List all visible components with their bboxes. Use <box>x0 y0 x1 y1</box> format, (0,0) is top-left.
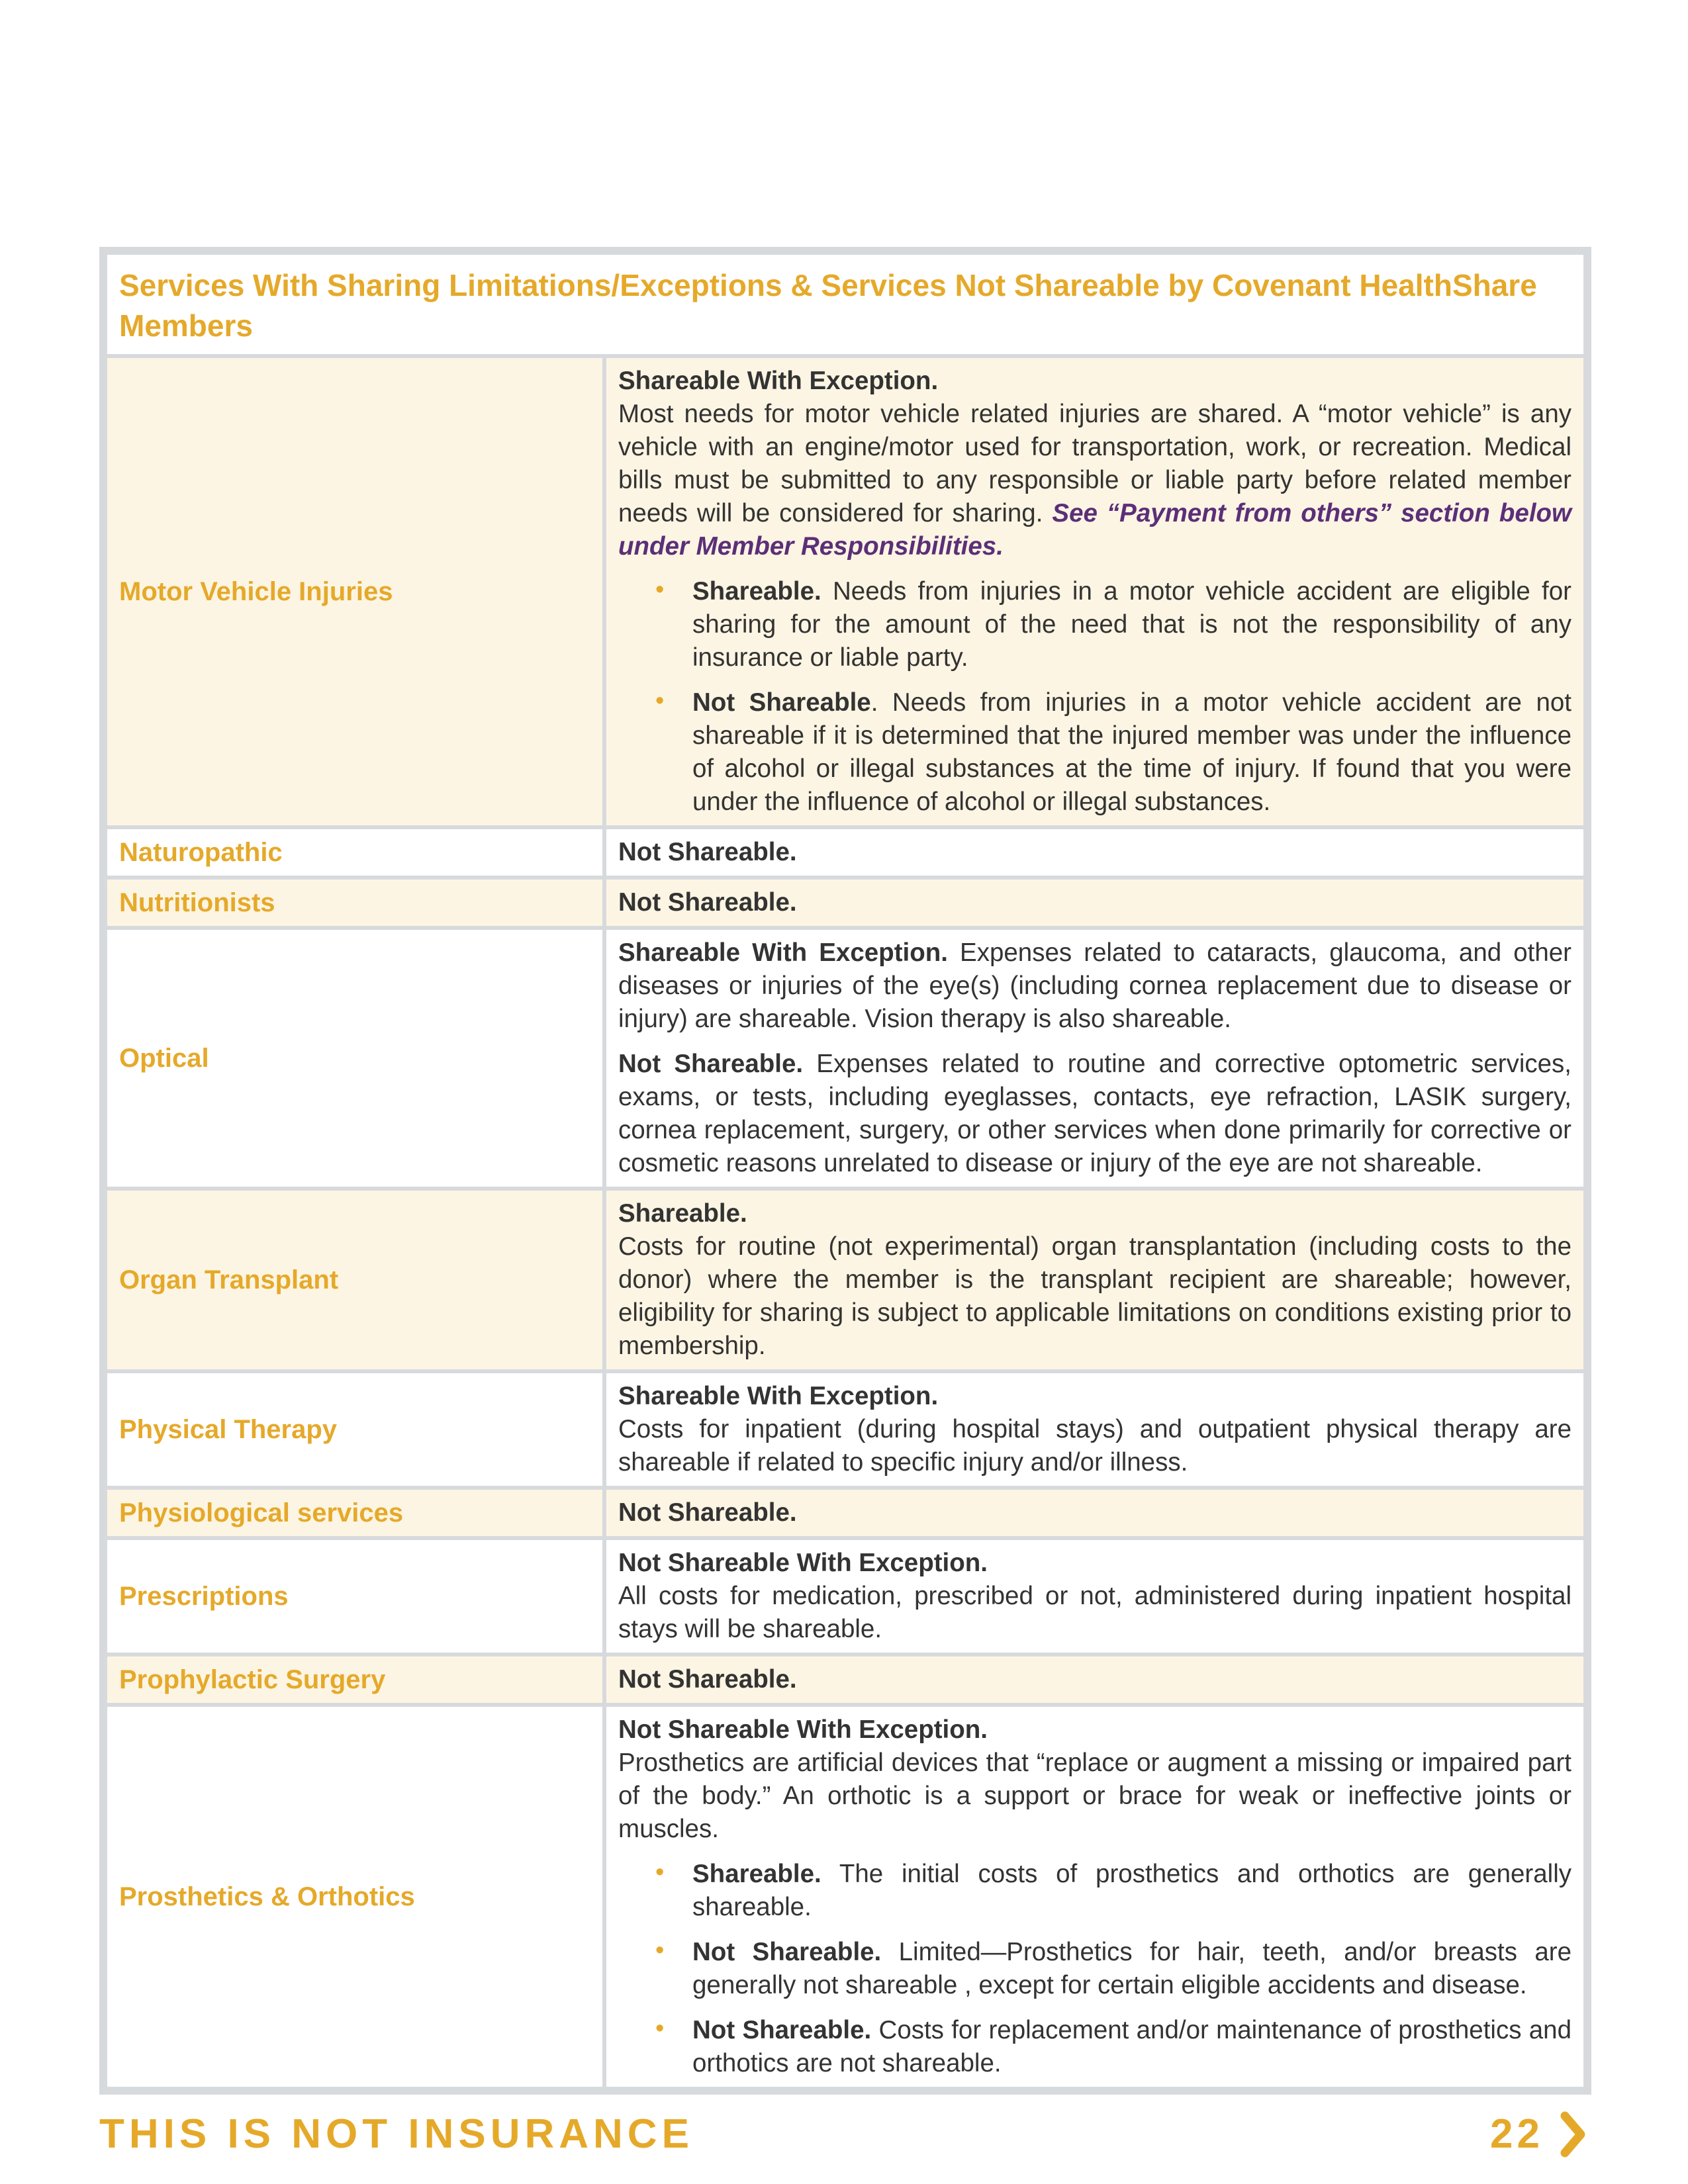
page-nav[interactable] <box>1490 2108 1591 2161</box>
service-label: Prescriptions <box>105 1538 604 1655</box>
status-heading: Not Shareable. <box>618 1498 797 1527</box>
list-item: • Not Shareable. Limited—Prosthetics for hair, teeth, and/or breasts are generally not shareable , except for certain eligible accidents and disease. <box>655 1936 1572 1999</box>
list-item: • Shareable. Needs from injuries in a motor vehicle accident are eligible for sharing for the amount of the need that is not the responsibility of any insurance or liable party. <box>655 576 1571 672</box>
description-text: Costs for routine (not experimental) organ transplantation (including costs to the donor) where the member is the transplant recipient are shareable; however, eligibility for sharing is subject to applicable limitations on conditions existing prior to membership. <box>618 1232 1571 1360</box>
service-label: Optical <box>105 928 604 1189</box>
service-description <box>604 1655 1585 1705</box>
service-description <box>604 878 1585 928</box>
bullet-icon: • <box>655 687 665 715</box>
bullet-icon: • <box>655 2015 665 2042</box>
status-heading: Not Shareable With Exception. <box>618 1549 988 1577</box>
table-row <box>105 1189 1585 1371</box>
status-heading: Shareable With Exception. <box>618 938 948 967</box>
status-heading: Not Shareable With Exception. <box>618 1715 988 1744</box>
table-row <box>105 356 1585 827</box>
service-label: Physical Therapy <box>105 1371 604 1488</box>
description-text: Costs for inpatient (during hospital stays) and outpatient physical therapy are shareable if related to specific injury and/or illness. <box>618 1415 1571 1477</box>
bullet-list <box>618 575 1571 819</box>
description-text: Most needs for motor vehicle related injuries are shared. A “motor vehicle” is any vehicle with an engine/motor used for transportation, work, or recreation. Medical bills must be submitted to any responsible or liable party before related member needs will be considered for sharing. <box>618 400 1571 527</box>
description-text: Prosthetics are artificial devices that “replace or augment a missing or impaired part of the body.” An orthotic is a support or brace for weak or ineffective joints or muscles. <box>618 1749 1571 1843</box>
bullet-icon: • <box>655 1936 665 1964</box>
service-description <box>604 1488 1585 1538</box>
list-item: • Not Shareable. Needs from injuries in a motor vehicle accident are not shareable if it is determined that the injured member was under the influence of alcohol or illegal substances at the time of injury. If found that you were under the influence of alcohol or illegal substances. <box>655 687 1571 816</box>
service-label: Organ Transplant <box>105 1189 604 1371</box>
bullet-list <box>618 1858 1571 2080</box>
footer-disclaimer: THIS IS NOT INSURANCE <box>99 2111 694 2157</box>
table-row <box>105 1538 1585 1655</box>
status-heading: Shareable. <box>618 1199 747 1228</box>
status-heading: Not Shareable. <box>618 888 797 917</box>
service-label: Motor Vehicle Injuries <box>105 356 604 827</box>
status-heading: Shareable With Exception. <box>618 367 939 395</box>
service-label: Naturopathic <box>105 827 604 878</box>
reference-link[interactable]: See “Payment from others” section below under Member Responsibilities. <box>618 499 1571 561</box>
description-text: Expenses related to cataracts, glaucoma, and other diseases or injuries of the eye(s) (including cornea replacement due to disease or injury) are shareable. Vision therapy is also shareable. <box>618 938 1571 1033</box>
service-label: Physiological services <box>105 1488 604 1538</box>
table-row <box>105 1488 1585 1538</box>
table-row <box>105 878 1585 928</box>
table-row <box>105 928 1585 1189</box>
service-description <box>604 356 1585 827</box>
list-item: • Not Shareable. Costs for replacement and/or maintenance of prosthetics and orthotics are not shareable. <box>655 2015 1572 2077</box>
description-text: All costs for medication, prescribed or not, administered during inpatient hospital stays will be shareable. <box>618 1582 1571 1643</box>
table-row <box>105 1705 1585 2089</box>
table-row <box>105 1655 1585 1705</box>
chevron-right-icon[interactable] <box>1558 2108 1591 2161</box>
service-description <box>604 1189 1585 1371</box>
service-description <box>604 928 1585 1189</box>
list-item: • Shareable. The initial costs of prosthetics and orthotics are generally shareable. <box>655 1858 1571 1921</box>
service-description <box>604 1705 1585 2089</box>
bullet-icon: • <box>655 576 665 604</box>
table-row <box>105 1371 1585 1488</box>
service-description <box>604 1538 1585 1655</box>
table-title: Services With Sharing Limitations/Exceptions & Services Not Shareable by Covenant HealthShare Members <box>105 253 1585 356</box>
table-row <box>105 827 1585 878</box>
bullet-icon: • <box>655 1858 665 1886</box>
service-label: Nutritionists <box>105 878 604 928</box>
status-heading: Not Shareable. <box>618 1665 797 1694</box>
service-label: Prosthetics & Orthotics <box>105 1705 604 2089</box>
status-heading: Shareable With Exception. <box>618 1382 939 1410</box>
description-text: Expenses related to routine and corrective optometric services, exams, or tests, including eyeglasses, contacts, eye refraction, LASIK surgery, cornea replacement, surgery, or other services when done primarily for corrective or cosmetic reasons unrelated to disease or injury of the eye are not shareable. <box>618 1050 1572 1177</box>
service-description <box>604 827 1585 878</box>
page-number: 22 <box>1490 2111 1544 2157</box>
status-heading: Not Shareable. <box>618 1050 804 1078</box>
service-description <box>604 1371 1585 1488</box>
services-table <box>99 247 1591 2095</box>
status-heading: Not Shareable. <box>618 838 797 866</box>
service-label: Prophylactic Surgery <box>105 1655 604 1705</box>
